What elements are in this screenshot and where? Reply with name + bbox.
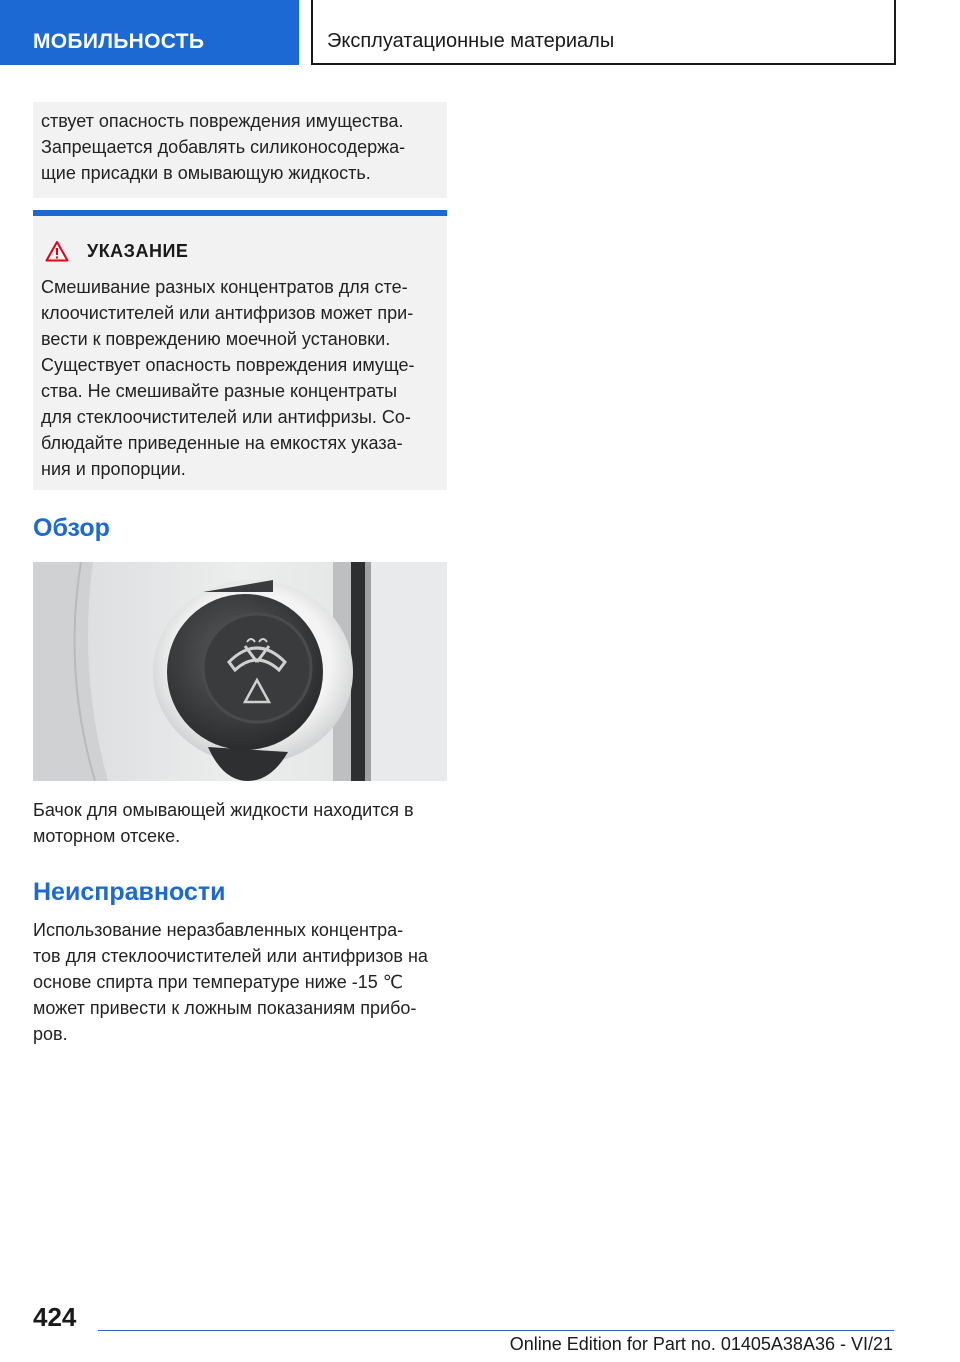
washer-cap-illustration: [33, 562, 447, 781]
notice-title: УКАЗАНИЕ: [87, 240, 189, 261]
malfunctions-heading: Неисправности: [33, 878, 226, 906]
notice-text: Смешивание разных концентратов для сте- клоочистителей или антифризов может при- вести к повреждению моечной установки. Существует опасность повреждения имуще- ства. Не смешивайте разные концентраты для стеклоочистителей или антифризы. Со- блюдайте приведенные на емкостях указа- ния и пропорции.: [41, 277, 415, 479]
notice-header: [41, 238, 439, 264]
washer-fluid-cap-photo: [33, 562, 447, 781]
warning-triangle-icon: [45, 240, 69, 262]
section-tab: МОБИЛЬНОСТЬ: [0, 0, 299, 65]
notice-box: [33, 210, 447, 490]
malfunctions-text-block: [33, 917, 447, 1047]
chapter-title: Эксплуатационные материалы: [311, 0, 896, 65]
footer-divider: [98, 1330, 894, 1331]
overview-caption: Бачок для омывающей жидкости находится в моторном отсеке.: [33, 800, 414, 846]
malfunctions-text: Использование неразбавленных концентра- тов для стеклоочистителей или антифризов на основе спирта при температуре ниже -15 ℃ может привести к ложным показаниям прибо- ров.: [33, 920, 428, 1044]
continuation-text: ствует опасность повреждения имущества. Запрещается добавлять силиконосодержа- щие присадки в омывающую жидкость.: [41, 111, 406, 183]
continuation-box: [33, 102, 447, 198]
edition-label: Online Edition for Part no. 01405A38A36 - VI/21: [509, 1334, 893, 1354]
overview-heading: Обзор: [33, 514, 110, 542]
page-number: 424: [33, 1302, 77, 1332]
overview-caption-block: [33, 797, 447, 849]
